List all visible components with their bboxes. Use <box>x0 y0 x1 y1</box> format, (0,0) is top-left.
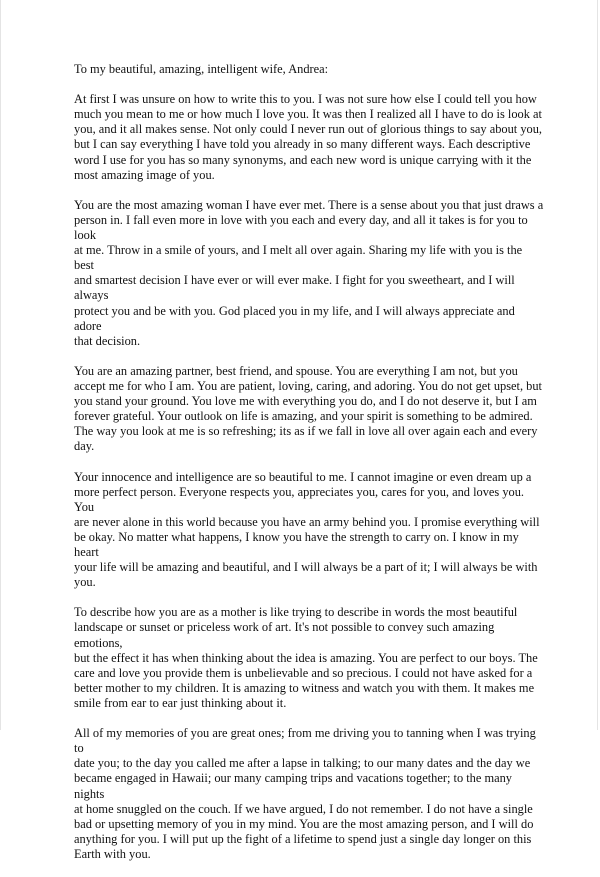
paragraph-2: You are the most amazing woman I have ever met. There is a sense about you that just draws a person in. I fall even more in love with you each and every day, and all it takes is for you to look at me. Throw in a smile of yours, and I melt all over again. Sharing my life with you is the best and smartest decision I have ever or will ever make. I fight for you sweetheart, and I will always protect you and be with you. God placed you in my life, and I will always appreciate and adore that decision. <box>74 197 544 348</box>
salutation: To my beautiful, amazing, intelligent wife, Andrea: <box>74 62 329 76</box>
paragraph-1: At first I was unsure on how to write this to you. I was not sure how else I could tell you how much you mean to me or how much I love you. It was then I realized all I have to do is look at you, and it all makes sense. Not only could I never run out of glorious things to say about you, but I can say everything I have told you already in so many different ways. Each descriptive word I use for you has so many synonyms, and each new word is unique carrying with it the most amazing image of you. <box>74 92 543 182</box>
paragraph-5: To describe how you are as a mother is like trying to describe in words the most beautiful landscape or sunset or priceless work of art. It's not possible to convey such amazing emotions, but the effect it has when thinking about the idea is amazing. You are perfect to our boys. The care and love you provide them is unbelievable and so precious. I could not have asked for a better mother to my children. It is amazing to witness and watch you with them. It makes me smile from ear to ear just thinking about it. <box>74 605 538 710</box>
paragraph-3: You are an amazing partner, best friend, and spouse. You are everything I am not, but you accept me for who I am. You are patient, loving, caring, and adoring. You do not get upset, but you stand your ground. You love me with everything you do, and I do not deserve it, but I am forever grateful. Your outlook on life is amazing, and your spirit is something to be admired. The way you look at me is so refreshing; its as if we fall in love all over again each and every day. <box>74 363 542 454</box>
paragraph-4: Your innocence and intelligence are so beautiful to me. I cannot imagine or even dream up a more perfect person. Everyone respects you, appreciates you, cares for you, and loves you. You are never alone in this world because you have an army behind you. I promise everything will be okay. No matter what happens, I know you have the strength to carry on. I know in my heart your life will be amazing and beautiful, and I will always be a part of it; I will always be with you. <box>74 469 540 590</box>
paragraph-6: All of my memories of you are great ones; from me driving you to tanning when I was trying to date you; to the day you called me after a lapse in talking; to our many dates and the day we became engaged in Hawaii; our many camping trips and vacations together; to the many nights at home snuggled on the couch. If we have argued, I do not remember. I do not have a single bad or upsetting memory of you in my mind. You are the most amazing person, and I will do anything for you. I will put up the fight of a lifetime to spend just a single day longer on this Earth with you. <box>74 726 536 861</box>
letter-body <box>74 62 544 877</box>
